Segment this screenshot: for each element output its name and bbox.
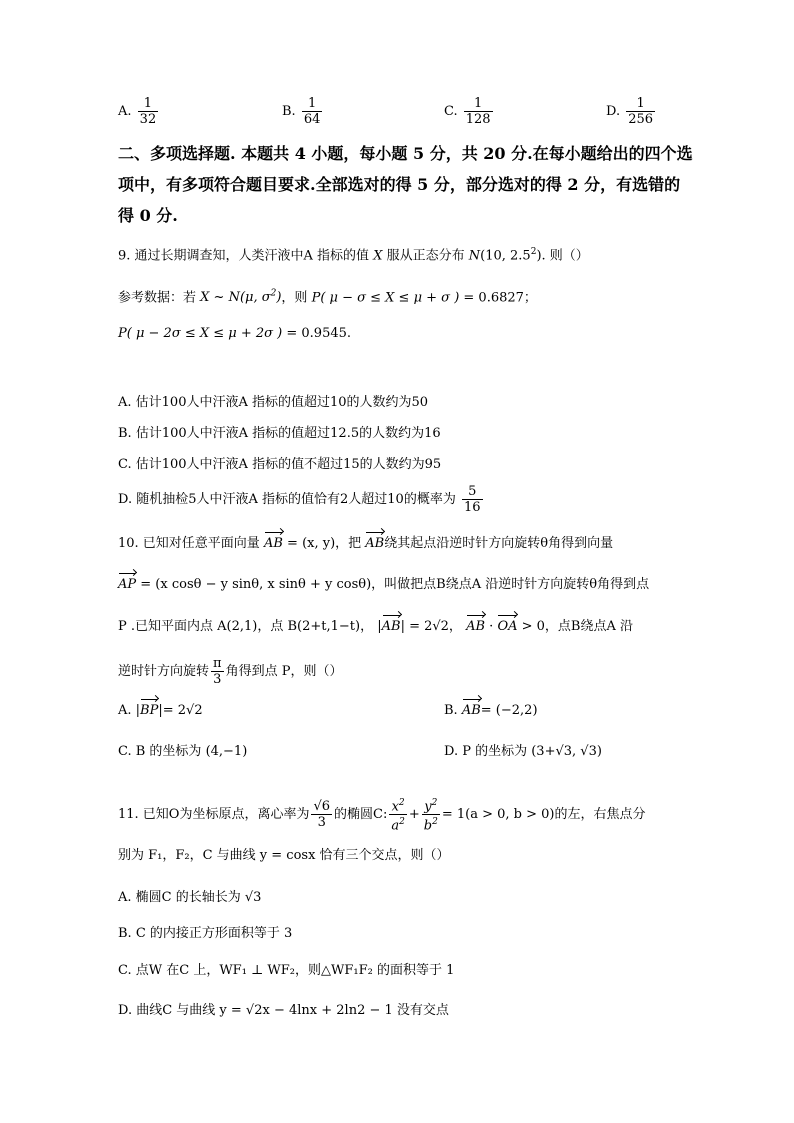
numerator: 1 bbox=[464, 96, 493, 112]
q9-ref-text: 参考数据：若 bbox=[118, 290, 197, 306]
option-letter: C. bbox=[444, 104, 458, 119]
q11-option-c: C. 点W 在C 上，WF₁ ⊥ WF₂，则△WF₁F₂ 的面积等于 1 bbox=[118, 963, 455, 978]
numerator: 1 bbox=[302, 96, 323, 112]
option-value: = 2√2 bbox=[162, 703, 203, 718]
denominator: 3 bbox=[213, 672, 222, 687]
denominator: 128 bbox=[465, 112, 491, 127]
fraction bbox=[302, 96, 323, 127]
fraction bbox=[626, 96, 655, 127]
fraction bbox=[464, 96, 493, 127]
numerator: 1 bbox=[626, 96, 655, 112]
q10-text: 绕其起点沿逆时针方向旋转θ角得到向量 bbox=[384, 536, 614, 551]
denominator: 16 bbox=[463, 500, 481, 515]
numerator: 5 bbox=[462, 484, 483, 500]
vector-ab: AB bbox=[466, 619, 486, 634]
normal-dist: N bbox=[468, 248, 481, 264]
vector-ab: AB bbox=[381, 619, 401, 634]
fraction: $\frac{y^2}{b^2}$ bbox=[423, 797, 438, 834]
q8-option-d bbox=[606, 96, 657, 127]
q8-option-a bbox=[118, 96, 160, 127]
q9-ref-value: = 0.9545. bbox=[286, 326, 352, 341]
fraction bbox=[462, 484, 483, 515]
q10-line2 bbox=[118, 576, 649, 594]
q9-option-b: B. 估计100人中汗液A 指标的值超过12.5的人数约为16 bbox=[118, 426, 441, 441]
section-heading-line1: 二、多项选择题. 本题共 4 小题，每小题 5 分，共 20 分.在每小题给出的四个选 bbox=[118, 144, 693, 163]
vector-oa: OA bbox=[497, 619, 518, 634]
option-letter: A. bbox=[118, 104, 132, 119]
q10-text: 10. 已知对任意平面向量 bbox=[118, 536, 260, 551]
option-value: = (−2,2) bbox=[480, 703, 538, 718]
math: X ~ N(μ, $\sigma^2$) bbox=[200, 289, 282, 306]
q9-stem-tail: . 则（） bbox=[541, 248, 589, 264]
numerator: √6 bbox=[313, 799, 331, 814]
q9-stem-text: 9. 通过长期调查知，人类汗液中A 指标的值 bbox=[118, 248, 370, 264]
math: P( μ − 2σ ≤ X ≤ μ + 2σ ) bbox=[118, 326, 283, 341]
q8-option-c bbox=[444, 96, 495, 127]
vector-ab: AB bbox=[263, 536, 283, 551]
q9-reference-2 bbox=[118, 325, 351, 343]
q10-text: P .已知平面内点 A(2,1)，点 B(2+t,1−t)， bbox=[118, 619, 374, 634]
denominator: 64 bbox=[303, 112, 321, 127]
vector-bp: BP bbox=[140, 703, 159, 718]
q9-option-c: C. 估计100人中汗液A 指标的值不超过15的人数约为95 bbox=[118, 457, 442, 472]
fraction bbox=[211, 656, 224, 687]
vector-ab: AB bbox=[365, 536, 385, 551]
q11-text: = 1(a > 0, b > 0)的左，右焦点分 bbox=[441, 807, 646, 822]
q11-option-a: A. 椭圆C 的长轴长为 √3 bbox=[118, 890, 262, 905]
fraction bbox=[311, 799, 332, 830]
q10-line4 bbox=[118, 656, 342, 687]
q9-reference bbox=[118, 285, 537, 307]
denominator: 256 bbox=[628, 112, 654, 127]
fraction: $\frac{x^2}{a^2}$ bbox=[391, 797, 405, 834]
q9-stem-text: 服从正态分布 bbox=[386, 248, 465, 264]
option-letter: B. bbox=[444, 703, 458, 718]
denominator: 32 bbox=[139, 112, 157, 127]
q9-option-d-text: D. 随机抽检5人中汗液A 指标的值恰有2人超过10的概率为 bbox=[118, 492, 456, 507]
option-letter: A. bbox=[118, 703, 132, 718]
q11-option-d: D. 曲线C 与曲线 y = √2x − 4lnx + 2ln2 − 1 没有交点 bbox=[118, 1003, 449, 1018]
q11-text: 11. 已知O为坐标原点，离心率为 bbox=[118, 807, 310, 822]
q9-ref-value: = 0.6827； bbox=[463, 290, 537, 306]
vector-ab: AB bbox=[461, 703, 481, 718]
q10-text: = 2√2， bbox=[409, 619, 462, 634]
q9-option-d bbox=[118, 484, 485, 515]
denominator: 3 bbox=[317, 815, 326, 830]
q10-line1 bbox=[118, 535, 613, 553]
option-letter: B. bbox=[282, 104, 296, 119]
q10-text: = (x, y)，把 bbox=[287, 536, 362, 551]
section-heading-line2: 项中，有多项符合题目要求.全部选对的得 5 分，部分选对的得 2 分，有选错的 bbox=[118, 175, 681, 194]
section-heading-line3: 得 0 分. bbox=[118, 206, 178, 225]
q10-text: 逆时针方向旋转 bbox=[118, 664, 210, 679]
q10-option-a: A. |BP|= 2√2 bbox=[118, 703, 203, 718]
q11-option-b: B. C 的内接正方形面积等于 3 bbox=[118, 926, 293, 941]
q11-line2: 别为 F₁，F₂，C 与曲线 y = cosx 恰有三个交点，则（） bbox=[118, 848, 450, 863]
vector-ap: AP bbox=[118, 577, 137, 592]
numerator: π bbox=[213, 656, 222, 671]
q10-text: > 0，点B绕点A 沿 bbox=[521, 619, 633, 634]
q10-text: 角得到点 P，则（） bbox=[225, 664, 343, 679]
q9-stem: 9. 通过长期调查知，人类汗液中A 指标的值 X 服从正态分布 N(10, $2.5^2$). 则（） bbox=[118, 247, 589, 264]
q10-option-d: D. P 的坐标为 (3+√3, √3) bbox=[444, 744, 602, 759]
q10-line3: P .已知平面内点 A(2,1)，点 B(2+t,1−t)， |AB| = 2√2， AB · OA > 0，点B绕点A 沿 bbox=[118, 619, 633, 634]
q10-text: = (x cosθ − y sinθ, x sinθ + y cosθ)，叫做把点B绕点A 沿逆时针方向旋转θ角得到点 bbox=[140, 577, 650, 592]
numerator: 1 bbox=[138, 96, 159, 112]
fraction bbox=[138, 96, 159, 127]
option-letter: D. bbox=[606, 104, 621, 119]
q10-option-c: C. B 的坐标为 (4,−1) bbox=[118, 744, 248, 759]
q9-ref-text: ，则 bbox=[281, 290, 308, 306]
q9-option-a: A. 估计100人中汗液A 指标的值超过10的人数约为50 bbox=[118, 395, 429, 410]
q11-line1: 11. 已知O为坐标原点，离心率为 $\frac{√6}{3}$ 的椭圆C: $\frac{x^2}{a^2}$ + $\frac{y^2}{b^2}$ = 1(a > 0, b > 0)的左，右焦点分 bbox=[118, 797, 646, 834]
q8-option-b bbox=[282, 96, 324, 127]
q10-option-b bbox=[444, 702, 538, 720]
math: P( μ − σ ≤ X ≤ μ + σ ) bbox=[311, 290, 460, 306]
q11-text: 的椭圆C: bbox=[334, 807, 388, 822]
var-x: X bbox=[373, 248, 383, 264]
